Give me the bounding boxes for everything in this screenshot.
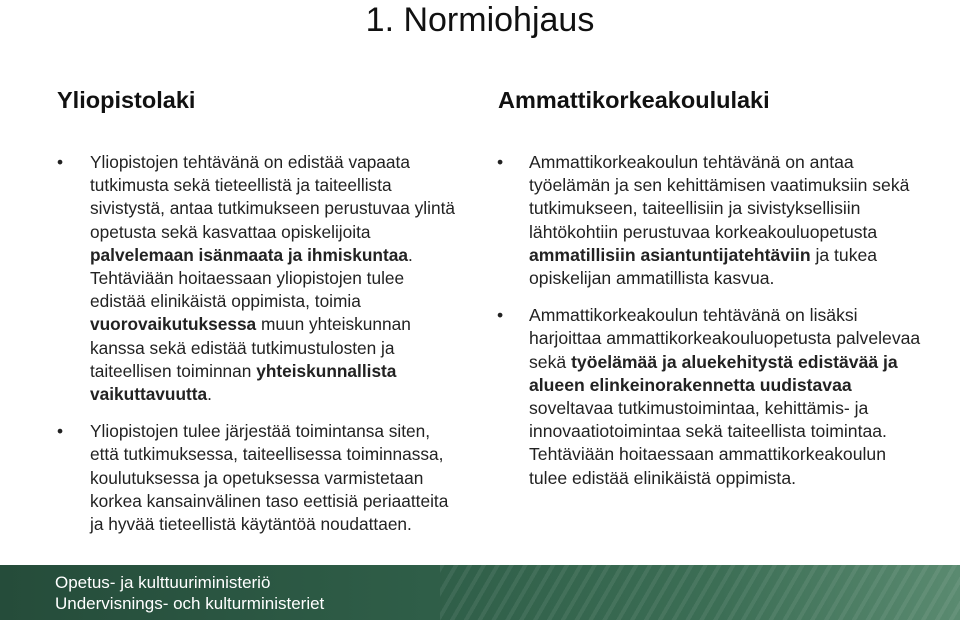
list-item [57,420,462,536]
list-item [497,151,927,290]
right-heading: Ammattikorkeakoululaki [498,87,770,113]
bold-text-run: vuorovaikutuksessa [90,314,257,335]
left-column [57,84,462,550]
text-run: ja tukea opiskelijan ammatillista kasvua. [529,244,878,289]
text-run: muun yhteiskunnan kanssa sekä edistää tutkimustulosten ja taiteellisen toiminnan [90,314,411,381]
bold-text-run: työelämää ja aluekehitystä edistävää ja alueen elinkeinorakennetta uudistavaa [529,351,898,395]
text-run: Ammattikorkeakoulun tehtävänä on antaa työelämän ja sen kehittämisen vaatimuksiin sekä tutkimukseen, taiteellisiin ja sivistyksellisiin lähtökohtiin perustuvaa korkeakouluopetusta [529,152,910,242]
text-run: . Tehtäviään hoitaessaan yliopistojen tulee edistää elinikäistä oppimista, toimia [90,244,413,312]
text-run: Ammattikorkeakoulun tehtävänä on lisäksi harjoittaa ammattikorkeakouluopetusta palvelevaa sekä [529,305,921,372]
bold-text-run: ammatillisiin asiantuntijatehtäviin [529,244,811,265]
bullet-icon: • [497,305,504,326]
slide-title: 1. Normiohjaus [365,1,595,39]
ministry-footer-bar [0,565,960,620]
list-item [57,151,462,406]
bullet-icon: • [57,152,64,172]
bullet-icon: • [57,421,64,442]
ministry-name-swedish: Undervisnings- och kulturministeriet [55,594,325,613]
ministry-name-finnish: Opetus- ja kulttuuriministeriö [55,573,271,592]
list-item [497,304,927,490]
right-bullet-list [497,151,927,490]
bullet-icon: • [497,152,504,172]
bold-text-run: yhteiskunnallista vaikuttavuutta [90,360,397,405]
text-run: Yliopistojen tehtävänä on edistää vapaata tutkimusta sekä tieteellistä ja taiteellista sivistystä, antaa tutkimukseen perustuvaa ylintä opetusta sekä kasvattaa opiskelijoita [90,152,456,242]
text-run: Yliopistojen tulee järjestää toimintansa siten, että tutkimuksessa, taiteellisessa toiminnassa, koulutuksessa ja opetuksessa varmistetaan korkea kansainvälinen taso eettisiä periaatteita ja hyvää tieteellistä käytäntöä noudattaen. [90,421,449,535]
bold-text-run: palvelemaan isänmaata ja ihmiskuntaa [90,244,408,265]
text-run: . [207,384,212,405]
footer-decoration [440,565,960,620]
text-run: soveltavaa tutkimustoimintaa, kehittämis- ja innovaatiotoimintaa sekä taiteellista toimintaa. Tehtäviään hoitaessaan ammattikorkeakoulun tulee edistää elinikäistä oppimista. [529,398,887,488]
left-bullet-list [57,151,462,536]
left-heading: Yliopistolaki [57,87,196,113]
right-column [497,84,927,504]
ministry-name [55,572,324,614]
